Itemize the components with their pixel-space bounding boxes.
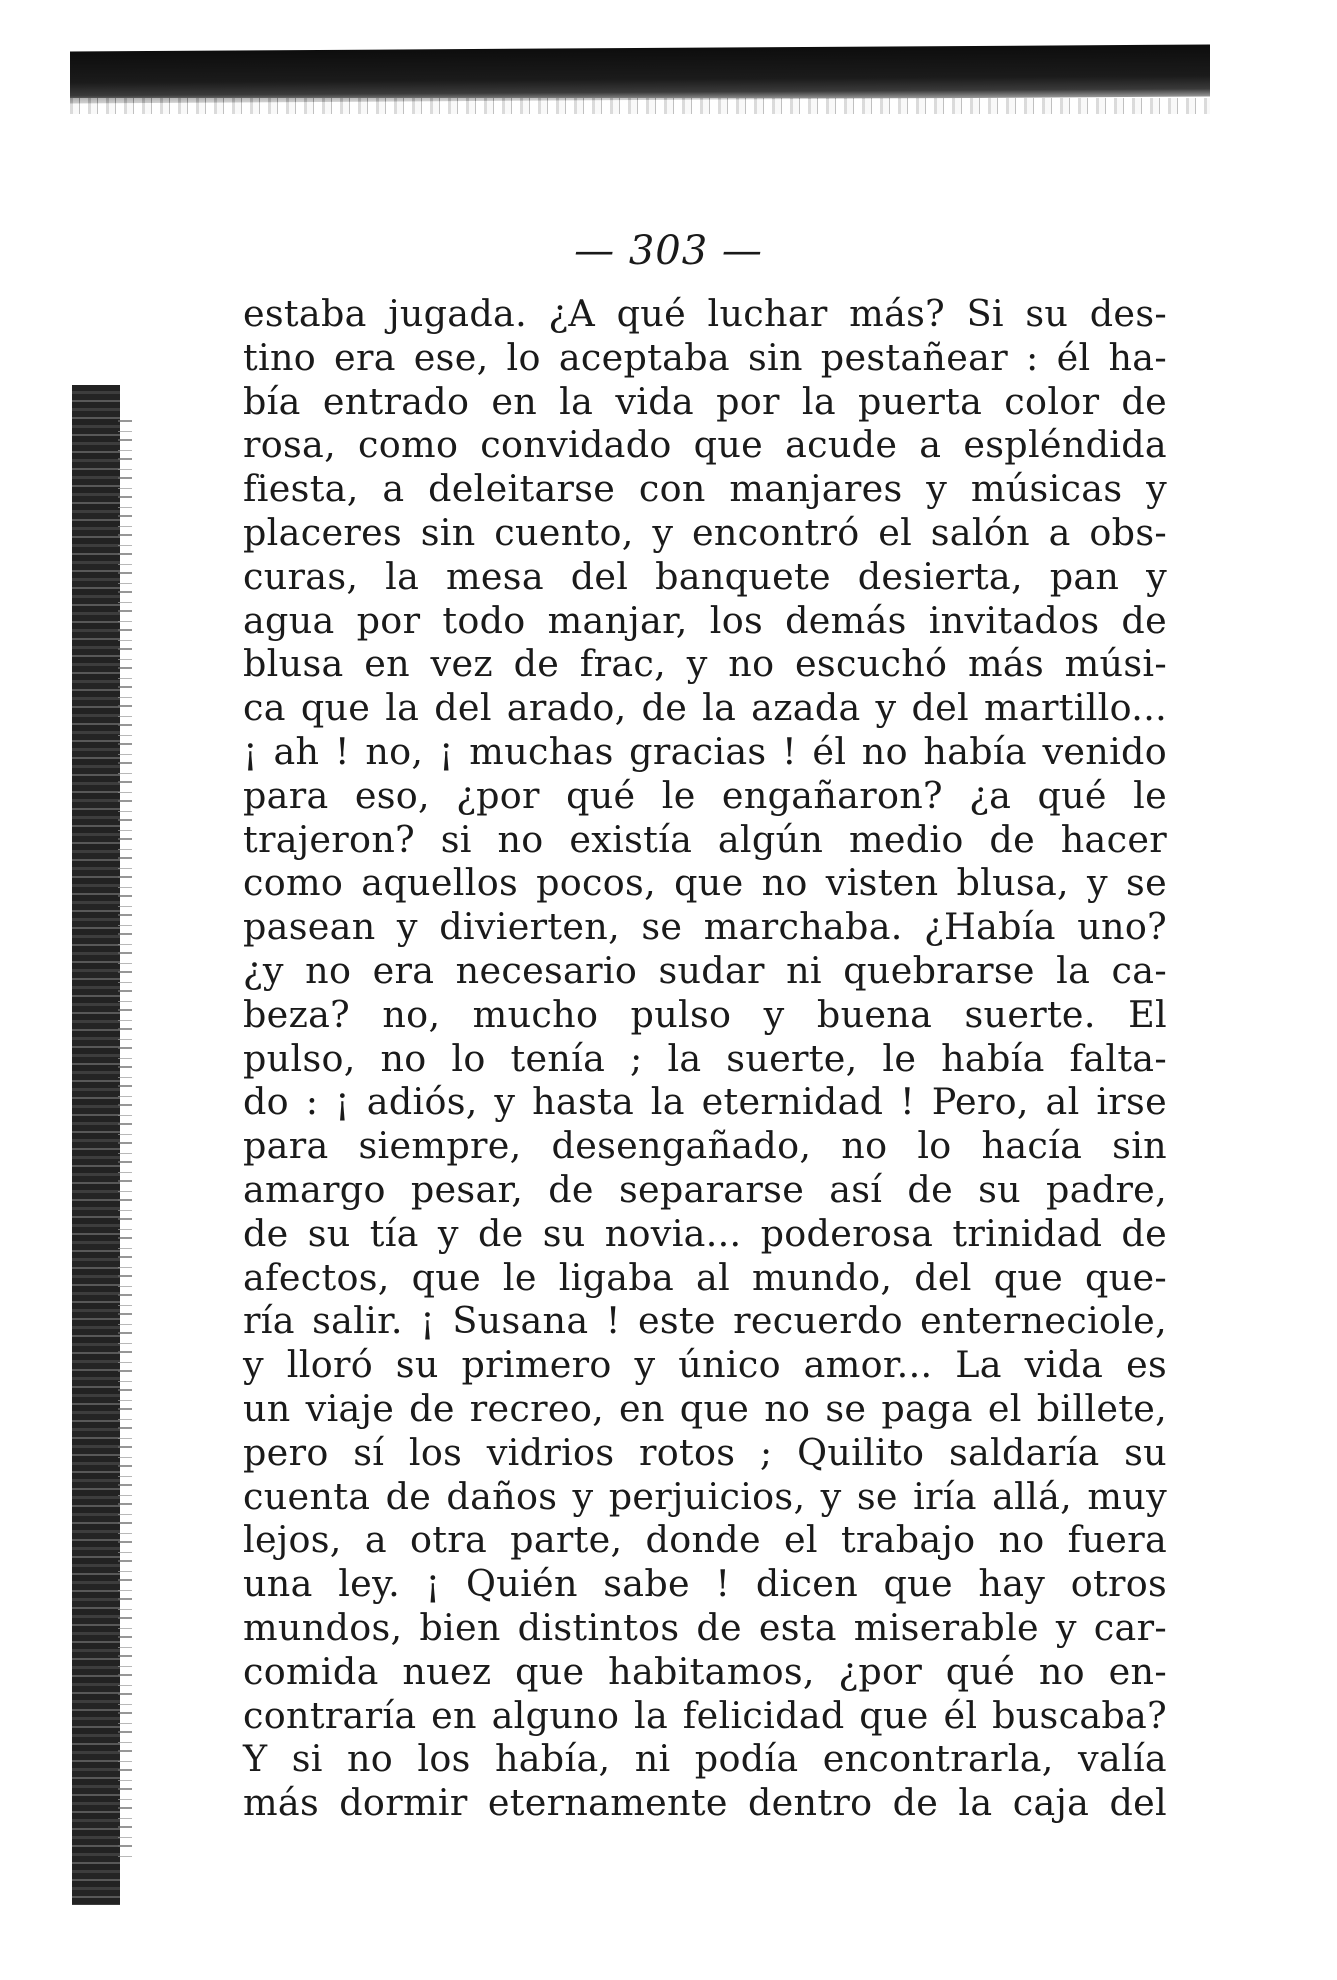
text-line: de su tía y de su novia... poderosa trinidad de bbox=[243, 1211, 1167, 1255]
text-line: contraría en alguno la felicidad que él buscaba? bbox=[243, 1693, 1167, 1737]
text-line: una ley. ¡ Quién sabe ! dicen que hay otros bbox=[243, 1562, 1167, 1606]
binding-shadow bbox=[72, 385, 120, 1905]
text-line: y lloró su primero y único amor... La vida es bbox=[243, 1343, 1167, 1387]
text-line: para siempre, desengañado, no lo hacía sin bbox=[243, 1124, 1167, 1168]
text-line: ¿y no era necesario sudar ni quebrarse la ca- bbox=[243, 948, 1167, 992]
text-line: tino era ese, lo aceptaba sin pestañear : él ha- bbox=[243, 335, 1167, 379]
text-line: ¡ ah ! no, ¡ muchas gracias ! él no había venido bbox=[243, 729, 1167, 773]
text-line: como aquellos pocos, que no visten blusa, y se bbox=[243, 861, 1167, 905]
text-line: cuenta de daños y perjuicios, y se iría allá, muy bbox=[243, 1474, 1167, 1518]
binding-fringe bbox=[118, 420, 132, 1860]
text-line: ría salir. ¡ Susana ! este recuerdo enterneciole, bbox=[243, 1299, 1167, 1343]
text-line: mundos, bien distintos de esta miserable y car- bbox=[243, 1605, 1167, 1649]
text-line: beza? no, mucho pulso y buena suerte. El bbox=[243, 992, 1167, 1036]
page-number: — 303 — bbox=[574, 228, 763, 274]
scan-top-bar-fringe bbox=[70, 98, 1210, 114]
text-line: pasean y divierten, se marchaba. ¿Había uno? bbox=[243, 905, 1167, 949]
text-line: agua por todo manjar, los demás invitados de bbox=[243, 598, 1167, 642]
text-line: lejos, a otra parte, donde el trabajo no fuera bbox=[243, 1518, 1167, 1562]
text-line: rosa, como convidado que acude a espléndida bbox=[243, 423, 1167, 467]
text-line: comida nuez que habitamos, ¿por qué no en- bbox=[243, 1649, 1167, 1693]
text-line: para eso, ¿por qué le engañaron? ¿a qué le bbox=[243, 773, 1167, 817]
text-line: estaba jugada. ¿A qué luchar más? Si su des- bbox=[243, 292, 1167, 335]
text-line: Y si no los había, ni podía encontrarla, valía bbox=[243, 1737, 1167, 1781]
text-line: ca que la del arado, de la azada y del martillo... bbox=[243, 686, 1167, 730]
body-text bbox=[243, 292, 1167, 1825]
text-line: do : ¡ adiós, y hasta la eternidad ! Pero, al irse bbox=[243, 1080, 1167, 1124]
text-line: pero sí los vidrios rotos ; Quilito saldaría su bbox=[243, 1430, 1167, 1474]
text-line: blusa en vez de frac, y no escuchó más músi- bbox=[243, 642, 1167, 686]
text-line: curas, la mesa del banquete desierta, pan y bbox=[243, 554, 1167, 598]
text-line: placeres sin cuento, y encontró el salón a obs- bbox=[243, 510, 1167, 554]
text-line: pulso, no lo tenía ; la suerte, le había falta- bbox=[243, 1036, 1167, 1080]
text-line: más dormir eternamente dentro de la caja del bbox=[243, 1781, 1167, 1825]
scan-top-bar bbox=[70, 45, 1210, 104]
text-line: trajeron? si no existía algún medio de hacer bbox=[243, 817, 1167, 861]
text-line: fiesta, a deleitarse con manjares y músicas y bbox=[243, 467, 1167, 511]
text-line: bía entrado en la vida por la puerta color de bbox=[243, 379, 1167, 423]
text-line: afectos, que le ligaba al mundo, del que que- bbox=[243, 1255, 1167, 1299]
text-line: un viaje de recreo, en que no se paga el billete, bbox=[243, 1386, 1167, 1430]
text-line: amargo pesar, de separarse así de su padre, bbox=[243, 1167, 1167, 1211]
